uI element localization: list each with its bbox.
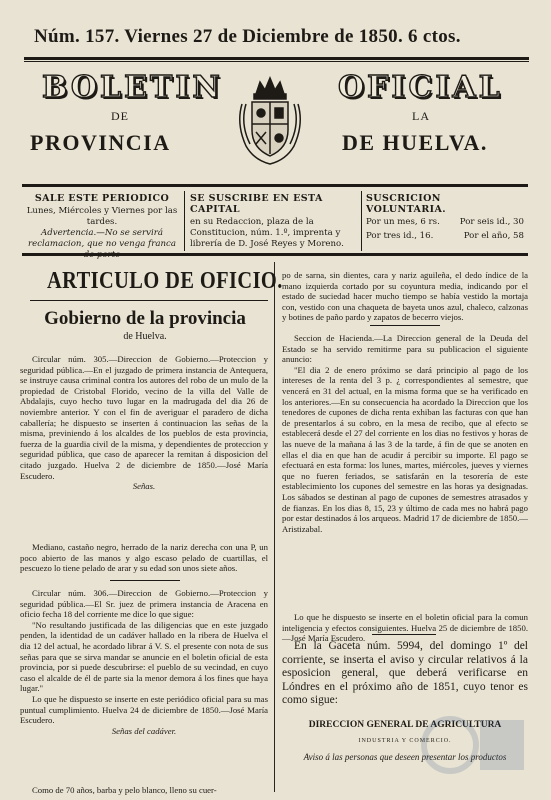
direccion-heading: DIRECCION GENERAL DE AGRICULTURA <box>308 720 502 730</box>
price-one-month: Por un mes, 6 rs. <box>366 217 440 227</box>
paragraph: "El dia 2 de enero próximo se dará principio al pago de los intereses de la renta del 3 p. ¿ correspondientes al semestre, que vencerá en 31 del actual, en la misma forma que se ha verificado en los anteriores.—En su consecuencia ha acordado la Direccion que los tenedores de cupones de dicha renta exhiban las facturas con que han de presentarlos á su cobro, en la mesa de recibo, que al efecto se establecerá desde el 27 del corriente en los dias no festivos y horas de las nueve de la mañana á las 3 de la tarde, á fin de que se anoten en ellas el dia en que han de acudir á percibir su importe. El pago se efectuará en esta forma: los lunes, martes, miércoles, jueves y viernes que no fueren feriados, se satisfarán en la tesorería de este establecimiento los cupones del semestre en las horas ya designadas. Los sábados se destinan al pago de cupones de semestres atrasados y de fianzas. En los dias 8, 15, 23 y último de cada mes no habrá pago por estar destinados á los arqueos. Madrid 17 de diciembre de 1850.—Aristizabal. <box>282 364 528 534</box>
price-one-year: Por el año, 58 <box>463 231 524 241</box>
hacienda-section <box>282 333 528 534</box>
senas-label: Señas. <box>132 481 156 492</box>
publication-schedule <box>26 193 178 261</box>
circular-306 <box>20 588 268 736</box>
column-separator <box>184 191 185 251</box>
column-separator <box>361 191 362 251</box>
masthead-de: DE <box>111 109 129 123</box>
senas-cadaver-label: Señas del cadáver. <box>111 725 177 736</box>
direccion-subheading: INDUSTRIA Y COMERCIO. <box>358 738 452 744</box>
paragraph: po de sarna, sin dientes, cara y nariz aguileña, el dedo índice de la mano izquierda cortado por su coyuntura media, indicando por el estado de suciedad hacer mucho tiempo se había vestido la mortaja con, vestido con una chaqueta de bayeta unos azul, chaleco, calzonas y botines de paño pardo y zapatos de becerro viejos. <box>282 270 528 323</box>
masthead-la: LA <box>412 109 430 123</box>
price-three-months: Por tres id., 16. <box>366 231 434 241</box>
schedule-days: Lunes, Miércoles y Viernes por las tardes. <box>26 206 178 227</box>
hacienda-closing <box>282 612 528 644</box>
price-row <box>366 217 524 228</box>
masthead-huelva: DE HUELVA. <box>342 130 488 155</box>
paragraph: Mediano, castaño negro, herrado de la nariz derecha con una P, un poco abierto de las manos y algo escaso pelado de cuartillas, el pescuezo lo tiene pelado de arar y su edad son unos siete años. <box>20 542 268 574</box>
header-rule-thin <box>24 61 529 62</box>
cadaver-description <box>20 785 268 796</box>
subscription-prices <box>366 193 524 242</box>
paragraph: Como de 70 años, barba y pelo blanco, lleno su cuer- <box>32 785 217 795</box>
price-row <box>366 231 524 242</box>
subscription-heading: SE SUSCRIBE EN ESTA CAPITAL <box>190 193 323 215</box>
mule-description <box>20 542 268 574</box>
article-title: ARTICULO DE OFICIO. <box>47 268 283 294</box>
aviso-line: Aviso á las personas que deseen presentar los productos <box>303 752 507 762</box>
section-subtitle: de Huelva. <box>123 331 167 342</box>
column-divider <box>274 262 275 792</box>
section-title: Gobierno de la provincia <box>44 308 246 329</box>
subscription-info-box <box>22 184 528 260</box>
paragraph: "No resultando justificada de las diligencias que en este juzgado penden, la identidad de un cadáver hallado en la ribera de Huelva el dia 12 del actual, he acordado librar á V. S. el presente con nota de sus señas para que se sirva mandar se anuncie en el boletin oficial de esta provincia, por si puede descubrirse: el pueblo de su vecindad, en cuyo caso el alcalde de él de parte sia la menor demora á los fines que haya lugar." <box>20 619 268 694</box>
advertencia-note: Advertencia.—No se servirá reclamacion, que no venga franca de porte <box>28 228 176 260</box>
paragraph: Circular núm. 306.—Direccion de Gobierno.—Proteccion y seguridad pública.—El Sr. juez de primera instancia de Aracena en oficio fecha 18 del corriente me dice lo que sigue: <box>20 588 268 620</box>
paragraph: Lo que he dispuesto se inserte en el boletin oficial para la comun inteligencia y efectos consiguientes. Huelva 25 de diciembre de 1850.—José María Escudero. <box>282 612 528 644</box>
paragraph: Seccion de Hacienda.—La Direccion general de la Deuda del Estado se ha servido remitirme para su publicacion el siguiente anuncio: <box>282 333 528 365</box>
dateline: Núm. 157. Viernes 27 de Diciembre de 1850. 6 ctos. <box>34 26 461 47</box>
royal-coat-of-arms-icon <box>234 74 306 166</box>
title-rule <box>30 300 268 301</box>
prices-heading: SUSCRICION VOLUNTARIA. <box>366 193 446 215</box>
schedule-heading: SALE ESTE PERIODICO <box>34 193 170 204</box>
masthead-oficial: OFICIAL <box>338 70 503 105</box>
masthead-provincia: PROVINCIA <box>30 130 171 155</box>
gaceta-notice <box>282 640 528 708</box>
paragraph: Circular núm. 305.—Direccion de Gobierno.—Proteccion y seguridad pública.—En el juzgado de primera instancia de Antequera, se instruye causa criminal contra los autores del robo de un mulo de la propiedad de Cristobal Florido, vecino de la villa del Valle de Abdalajis, cuyo hecho tuvo lugar en la madrugada del dia 26 de noviembre anterior. Y con el fin de averiguar el paradero de dicha caballería; he dispuesto se inserten á continuacion las señas de la misma, previniendo á los alcaldes de los pueblos de esta provincia, fuerza de la guardia civil de la misma, y dependientes de proteccion y seguridad pública, que caso de aparecer la remitan á disposicion del citado juzgado. Huelva 2 de diciembre de 1850.—José María Escudero. <box>20 354 268 481</box>
library-watermark-icon <box>420 700 530 790</box>
price-six-months: Por seis id., 30 <box>459 217 524 227</box>
subscription-location <box>190 193 356 250</box>
paragraph: En la Gaceta núm. 5994, del domingo 1º del corriente, se inserta el aviso y circular relativos á la esposicion general, que deberá verificarse en Lóndres en el próximo año de 1851, cuyo tenor es como sigue: <box>282 640 528 706</box>
separator-rule <box>110 580 180 581</box>
separator-rule <box>372 634 436 635</box>
circular-305 <box>20 354 268 492</box>
header-rule <box>24 57 529 60</box>
paragraph: Lo que he dispuesto se inserte en este periódico oficial para su mas puntual cumplimiento. Huelva 24 de diciembre de 1850.—José María Escudero. <box>20 693 268 726</box>
separator-rule <box>370 325 440 326</box>
cadaver-description-cont <box>282 270 528 323</box>
masthead-boletin: BOLETIN <box>42 70 223 105</box>
subscription-address: en su Redaccion, plaza de la Constitucion, núm. 1.º, imprenta y librería de D. José Reyes y Moreno. <box>190 217 344 249</box>
